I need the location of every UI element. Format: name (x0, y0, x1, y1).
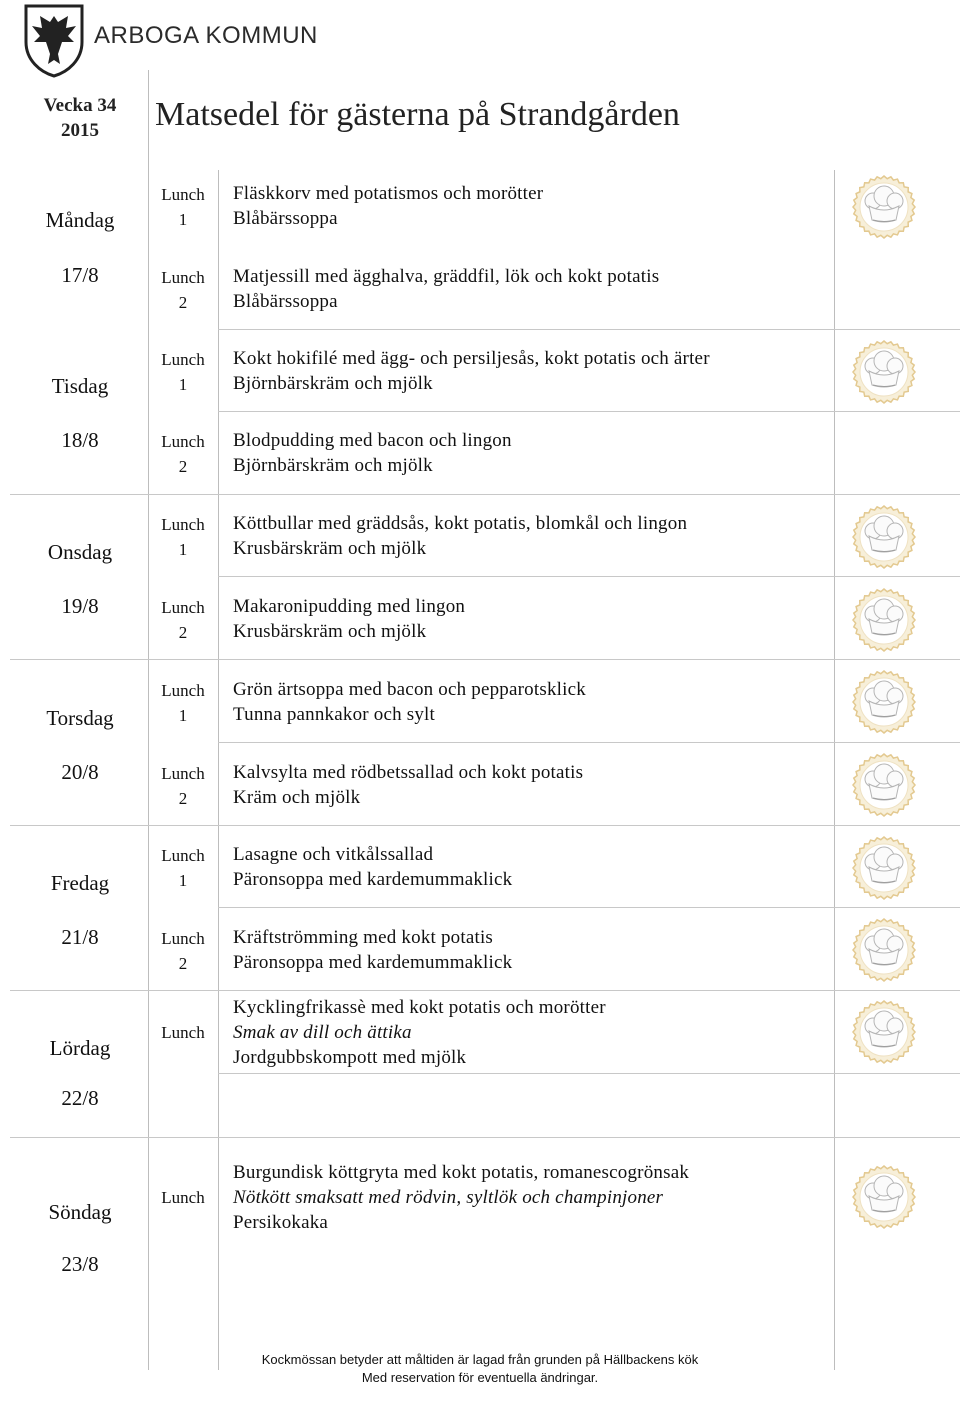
day-date: 21/8 (61, 925, 99, 949)
meal-dishes: Blodpudding med bacon och lingon Björnbärskräm och mjölk (233, 430, 512, 476)
chef-hat-icon (851, 669, 917, 735)
meal-label: Lunch 2 (161, 598, 205, 642)
day-divider (10, 494, 960, 495)
meal-label: Lunch 2 (161, 432, 205, 476)
meal-dishes: Burgundisk köttgryta med kokt potatis, romanescogrönsak Nötkött smaksatt med rödvin, syltlök och champinjoner Persikokaka (233, 1162, 690, 1233)
day-name: Lördag (49, 1036, 111, 1060)
row-divider (218, 411, 960, 412)
chef-hat-icon (851, 752, 917, 818)
meal-label: Lunch 1 (161, 185, 205, 229)
chef-hat-icon (851, 917, 917, 983)
day-name: Måndag (45, 208, 115, 232)
meal-label: Lunch 1 (161, 846, 205, 890)
coat-of-arms-icon (22, 2, 86, 78)
row-divider (218, 742, 960, 743)
municipality-logo (22, 2, 322, 80)
day-name: Tisdag (51, 374, 109, 398)
day-date: 22/8 (61, 1086, 99, 1110)
chef-hat-icon (851, 504, 917, 570)
meal-label: Lunch (161, 1023, 205, 1042)
day-name: Fredag (50, 871, 110, 895)
meal-dishes: Kräftströmming med kokt potatis Päronsoppa med kardemummaklick (233, 927, 513, 973)
meal-dishes: Kokt hokifilé med ägg- och persiljesås, kokt potatis och ärter Björnbärskräm och mjölk (233, 348, 710, 394)
meal-dishes: Fläskkorv med potatismos och morötter Blåbärssoppa (233, 183, 544, 229)
row-divider (218, 1073, 960, 1074)
footer-disclaimer: Med reservation för eventuella ändringar. (361, 1370, 599, 1385)
meal-dishes: Kalvsylta med rödbetssallad och kokt potatis Kräm och mjölk (233, 762, 584, 808)
meal-label: Lunch 2 (161, 268, 205, 312)
chef-hat-icon (851, 835, 917, 901)
day-divider (10, 990, 960, 991)
chef-hat-icon (851, 1164, 917, 1230)
footer-note: Kockmössan betyder att måltiden är lagad från grunden på Hällbackens kök (261, 1352, 699, 1367)
org-name: ARBOGA KOMMUN (94, 22, 318, 49)
day-divider (10, 825, 960, 826)
meal-dishes: Lasagne och vitkålssallad Päronsoppa med kardemummaklick (233, 844, 513, 890)
day-date: 23/8 (61, 1252, 99, 1276)
meal-label: Lunch (161, 1188, 205, 1207)
row-divider (218, 907, 960, 908)
meal-label: Lunch 2 (161, 764, 205, 808)
meal-dishes: Köttbullar med gräddsås, kokt potatis, blomkål och lingon Krusbärskräm och mjölk (233, 513, 688, 559)
day-name: Söndag (48, 1200, 112, 1224)
day-name: Onsdag (47, 540, 113, 564)
week-label (10, 93, 150, 143)
day-date: 17/8 (61, 263, 99, 287)
meal-label: Lunch 1 (161, 515, 205, 559)
day-date: 19/8 (61, 594, 99, 618)
day-date: 18/8 (61, 428, 99, 452)
meal-label: Lunch 2 (161, 929, 205, 973)
meal-dishes: Kycklingfrikassè med kokt potatis och morötter Smak av dill och ättika Jordgubbskompott med mjölk (233, 997, 606, 1068)
row-divider (218, 329, 960, 330)
day-divider (10, 1137, 960, 1138)
chef-hat-icon (851, 174, 917, 240)
chef-hat-icon (851, 587, 917, 653)
meal-dishes: Makaronipudding med lingon Krusbärskräm och mjölk (233, 596, 466, 642)
row-divider (218, 576, 960, 577)
week-number: Vecka 34 (43, 95, 117, 116)
meal-dishes: Grön ärtsoppa med bacon och pepparotsklick Tunna pannkakor och sylt (233, 679, 586, 725)
day-date: 20/8 (61, 760, 99, 784)
day-divider (10, 659, 960, 660)
chef-hat-icon (851, 339, 917, 405)
meal-label: Lunch 1 (161, 350, 205, 394)
meal-label: Lunch 1 (161, 681, 205, 725)
column-divider-right (834, 170, 835, 1370)
column-divider-mid (218, 170, 219, 1370)
page-title: Matsedel för gästerna på Strandgården (155, 96, 680, 133)
chef-hat-icon (851, 999, 917, 1065)
meal-dishes: Matjessill med ägghalva, gräddfil, lök och kokt potatis Blåbärssoppa (233, 266, 660, 312)
week-year: 2015 (61, 120, 99, 141)
day-name: Torsdag (46, 706, 114, 730)
